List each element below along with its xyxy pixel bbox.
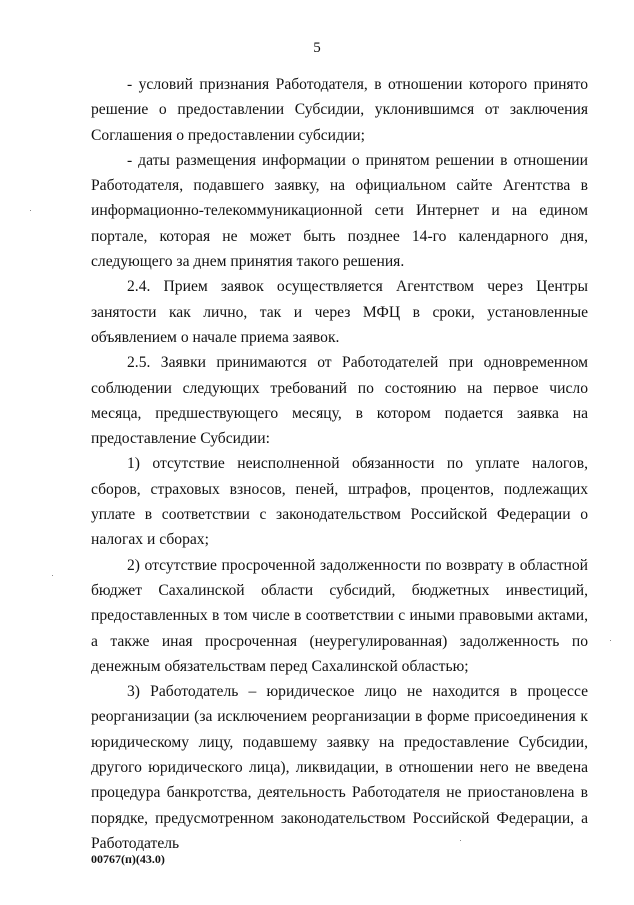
scan-speck	[52, 575, 53, 576]
scan-speck	[30, 210, 31, 211]
paragraph-2-5-requirements: 2.5. Заявки принимаются от Работодателей при одновременном соблюдении следующих требований по состоянию на первое число месяца, предшествующего месяцу, в котором подается заявка на предоставление Субсидии:	[91, 354, 588, 448]
list-item-1-no-tax-debt: 1) отсутствие неисполненной обязанности по уплате налогов, сборов, страховых взносов, пеней, штрафов, процентов, подлежащих уплате в соответствии с законодательством Российской Федерации о налогах и сборах;	[91, 455, 588, 549]
paragraph-conditions-evasion: - условий признания Работодателя, в отношении которого принято решение о предоставлении Субсидии, уклонившимся от заключения Соглашения о предоставлении субсидии;	[91, 76, 588, 144]
scan-speck	[610, 640, 611, 641]
paragraph-2-4-application-intake: 2.4. Прием заявок осуществляется Агентством через Центры занятости как лично, так и через МФЦ в сроки, установленные объявлением о начале приема заявок.	[91, 278, 588, 346]
page-number: 5	[313, 40, 321, 56]
list-item-2-no-overdue-debt: 2) отсутствие просроченной задолженности по возврату в областной бюджет Сахалинской области субсидий, бюджетных инвестиций, предоставленных в том числе в соответствии с иными правовыми актами, а также иная просроченная (неурегулированная) задолженность по денежным обязательствам перед Сахалинской областью;	[91, 556, 588, 675]
document-body	[91, 72, 588, 856]
list-item-3-no-reorganization: 3) Работодатель – юридическое лицо не находится в процессе реорганизации (за исключением реорганизации в форме присоединения к юридическому лицу, подавшему заявку на предоставление Субсидии, другого юридического лица), ликвидации, в отношении него не введена процедура банкротства, деятельность Работодателя не приостановлена в порядке, предусмотренном законодательством Российской Федерации, а Работодатель	[91, 683, 588, 852]
document-footer-code: 00767(п)(43.0)	[91, 852, 165, 866]
paragraph-publication-dates: - даты размещения информации о принятом решении в отношении Работодателя, подавшего заявку, на официальном сайте Агентства в информационно-телекоммуникационной сети Интернет и на едином портале, которая не может быть позднее 14-го календарного дня, следующего за днем принятия такого решения.	[91, 151, 588, 271]
scan-speck	[460, 840, 461, 841]
